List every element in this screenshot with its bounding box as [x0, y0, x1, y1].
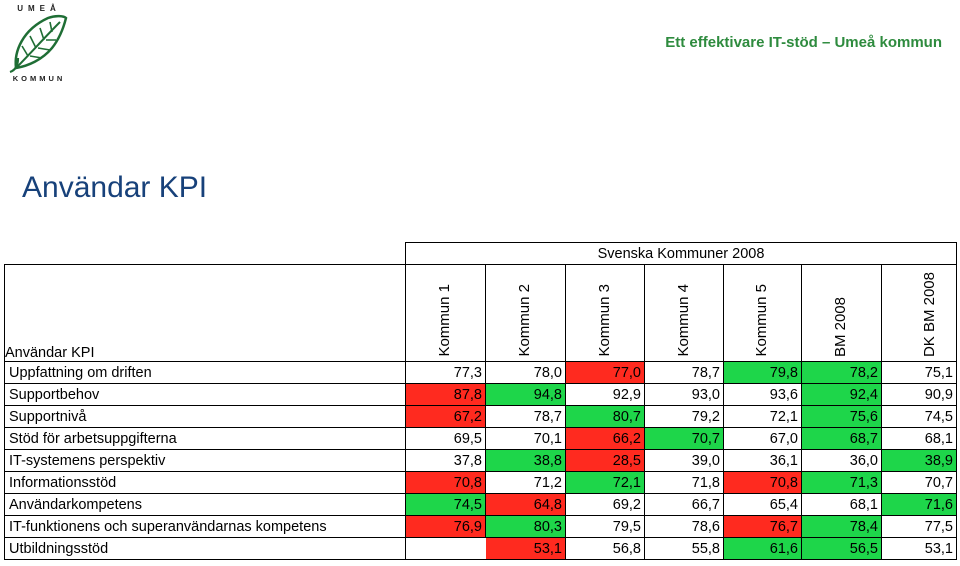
- table-row: [5, 362, 957, 384]
- table-cell: 64,8: [486, 494, 566, 516]
- table-cell: 92,9: [566, 384, 645, 406]
- column-header: [802, 265, 882, 362]
- table-cell: 66,7: [645, 494, 724, 516]
- row-label: Informationsstöd: [5, 472, 406, 494]
- table-cell: 70,8: [724, 472, 802, 494]
- table-cell: 75,6: [802, 406, 882, 428]
- table-cell: 28,5: [566, 450, 645, 472]
- table-row: [5, 428, 957, 450]
- column-header-label: Kommun 1: [436, 284, 454, 357]
- row-label: IT-systemens perspektiv: [5, 450, 406, 472]
- table-cell: 55,8: [645, 538, 724, 560]
- table-cell: 66,2: [566, 428, 645, 450]
- table-cell: 78,7: [645, 362, 724, 384]
- table-cell: 71,3: [802, 472, 882, 494]
- column-header-row: [5, 265, 957, 362]
- table-row: [5, 384, 957, 406]
- table-group-row: [5, 243, 957, 265]
- table-cell: 56,8: [566, 538, 645, 560]
- table-cell: 53,1: [486, 538, 566, 560]
- table-cell: 68,7: [802, 428, 882, 450]
- table-cell: 39,0: [645, 450, 724, 472]
- table-cell: 72,1: [566, 472, 645, 494]
- logo-top-text: UMEÅ: [17, 4, 61, 13]
- table-cell: 69,2: [566, 494, 645, 516]
- table-cell: 94,8: [486, 384, 566, 406]
- table-row: [5, 406, 957, 428]
- table-cell: 53,1: [882, 538, 957, 560]
- table-cell: 70,1: [486, 428, 566, 450]
- column-header: [566, 265, 645, 362]
- table-cell: 78,6: [645, 516, 724, 538]
- birch-leaf-icon: [8, 12, 70, 74]
- table-cell: 92,4: [802, 384, 882, 406]
- table-cell: [406, 538, 486, 560]
- table-row: [5, 450, 957, 472]
- table-cell: 69,5: [406, 428, 486, 450]
- row-label: Supportnivå: [5, 406, 406, 428]
- column-header-label: Kommun 2: [516, 284, 534, 357]
- logo-bottom-text: KOMMUN: [12, 74, 66, 83]
- column-header: [882, 265, 957, 362]
- column-header-label: DK BM 2008: [920, 271, 938, 357]
- table-cell: 75,1: [882, 362, 957, 384]
- column-header-label: Kommun 4: [674, 284, 692, 357]
- table-cell: 78,7: [486, 406, 566, 428]
- column-header-label: Kommun 5: [753, 284, 771, 357]
- row-label: Utbildningsstöd: [5, 538, 406, 560]
- group-title: Svenska Kommuner 2008: [406, 243, 957, 265]
- table-cell: 70,7: [882, 472, 957, 494]
- table-cell: 67,0: [724, 428, 802, 450]
- column-header-label: Kommun 3: [595, 284, 613, 357]
- table-cell: 76,7: [724, 516, 802, 538]
- table-cell: 79,2: [645, 406, 724, 428]
- table-cell: 77,3: [406, 362, 486, 384]
- row-label: Supportbehov: [5, 384, 406, 406]
- table-cell: 36,1: [724, 450, 802, 472]
- table-cell: 80,7: [566, 406, 645, 428]
- table-cell: 78,4: [802, 516, 882, 538]
- table-row: [5, 538, 957, 560]
- table-cell: 93,0: [645, 384, 724, 406]
- table-cell: 78,0: [486, 362, 566, 384]
- table-cell: 78,2: [802, 362, 882, 384]
- table-cell: 90,9: [882, 384, 957, 406]
- column-header: [486, 265, 566, 362]
- table-cell: 80,3: [486, 516, 566, 538]
- table-cell: 70,8: [406, 472, 486, 494]
- column-header: [645, 265, 724, 362]
- table-cell: 74,5: [882, 406, 957, 428]
- table-cell: 72,1: [724, 406, 802, 428]
- kpi-table: [4, 242, 957, 560]
- table-cell: 77,0: [566, 362, 645, 384]
- page-title: Användar KPI: [22, 171, 208, 204]
- row-label: IT-funktionens och superanvändarnas kompetens: [5, 516, 406, 538]
- table-cell: 38,9: [882, 450, 957, 472]
- table-cell: 68,1: [802, 494, 882, 516]
- column-header: [724, 265, 802, 362]
- umea-kommun-logo: [6, 4, 70, 84]
- group-row-spacer: [5, 243, 406, 265]
- table-row: [5, 472, 957, 494]
- table-cell: 38,8: [486, 450, 566, 472]
- table-cell: 65,4: [724, 494, 802, 516]
- table-cell: 61,6: [724, 538, 802, 560]
- column-header: [406, 265, 486, 362]
- table-cell: 71,8: [645, 472, 724, 494]
- table-cell: 68,1: [882, 428, 957, 450]
- table-row: [5, 494, 957, 516]
- column-header-label: BM 2008: [832, 296, 850, 357]
- header-tagline: Ett effektivare IT-stöd – Umeå kommun: [665, 34, 942, 51]
- table-cell: 37,8: [406, 450, 486, 472]
- table-cell: 74,5: [406, 494, 486, 516]
- table-cell: 77,5: [882, 516, 957, 538]
- table-cell: 87,8: [406, 384, 486, 406]
- table-cell: 56,5: [802, 538, 882, 560]
- table-row: [5, 516, 957, 538]
- table-cell: 79,8: [724, 362, 802, 384]
- table-cell: 93,6: [724, 384, 802, 406]
- table-cell: 67,2: [406, 406, 486, 428]
- table-cell: 76,9: [406, 516, 486, 538]
- table-cell: 36,0: [802, 450, 882, 472]
- row-label: Stöd för arbetsuppgifterna: [5, 428, 406, 450]
- table-cell: 71,6: [882, 494, 957, 516]
- table-cell: 79,5: [566, 516, 645, 538]
- row-label: Användarkompetens: [5, 494, 406, 516]
- row-header-label: Användar KPI: [5, 265, 406, 362]
- table-cell: 71,2: [486, 472, 566, 494]
- table-cell: 70,7: [645, 428, 724, 450]
- row-label: Uppfattning om driften: [5, 362, 406, 384]
